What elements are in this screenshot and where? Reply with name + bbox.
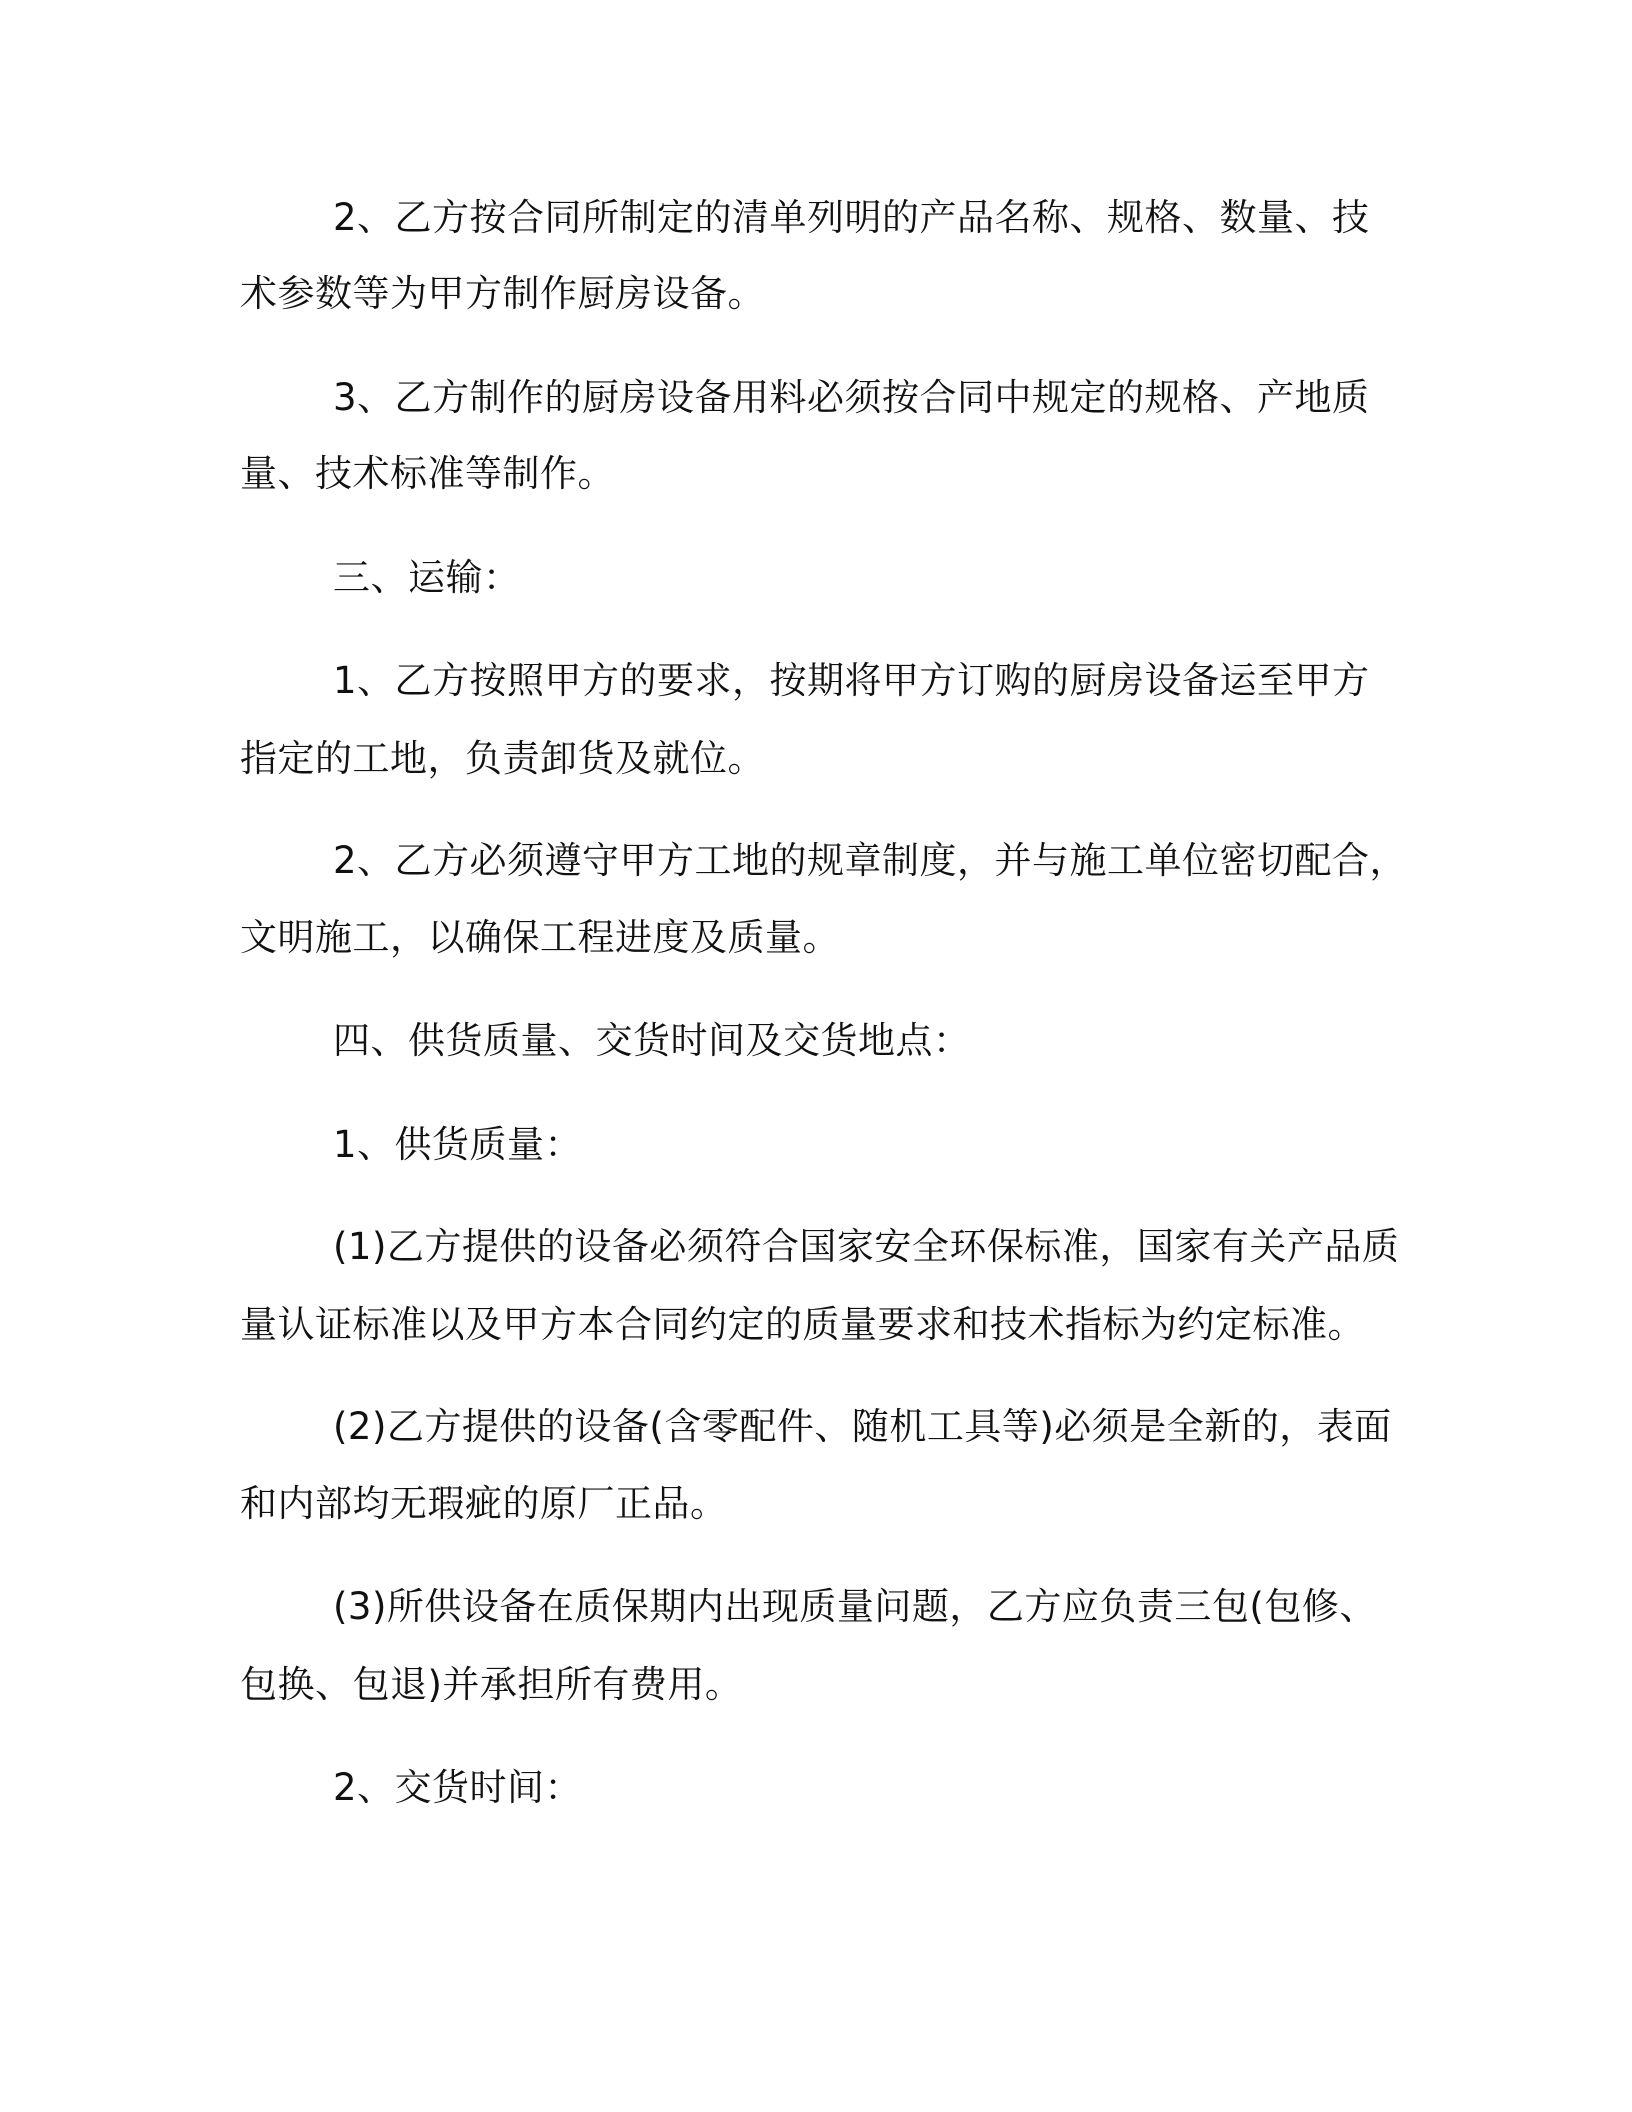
quality-item-3-line-1: (3)所供设备在质保期内出现质量问题，乙方应负责三包(包修、 [333,1585,1377,1628]
transport-clause-1-line-1: 1、乙方按照甲方的要求，按期将甲方订购的厨房设备运至甲方 [333,659,1370,702]
quality-item-3-line-2: 包换、包退)并承担所有费用。 [240,1663,743,1706]
delivery-time-heading: 2、交货时间： [333,1766,583,1809]
quality-item-1-line-1: (1)乙方提供的设备必须符合国家安全环保标准，国家有关产品质 [333,1225,1400,1268]
clause-2-line-2: 术参数等为甲方制作厨房设备。 [240,272,765,315]
section-3-heading: 三、运输： [333,556,521,599]
transport-clause-1-line-2: 指定的工地，负责卸货及就位。 [240,737,765,780]
quality-item-2-line-2: 和内部均无瑕疵的原厂正品。 [240,1482,728,1525]
clause-2-line-1: 2、乙方按合同所制定的清单列明的产品名称、规格、数量、技 [333,196,1370,239]
transport-clause-2-line-1: 2、乙方必须遵守甲方工地的规章制度，并与施工单位密切配合， [333,839,1408,882]
quality-item-2-line-1: (2)乙方提供的设备(含零配件、随机工具等)必须是全新的，表面 [333,1405,1392,1448]
supply-quality-heading: 1、供货质量： [333,1123,583,1166]
clause-3-line-1: 3、乙方制作的厨房设备用料必须按合同中规定的规格、产地质 [333,376,1370,419]
transport-clause-2-line-2: 文明施工，以确保工程进度及质量。 [240,916,840,959]
section-4-heading: 四、供货质量、交货时间及交货地点： [333,1019,971,1062]
quality-item-1-line-2: 量认证标准以及甲方本合同约定的质量要求和技术指标为约定标准。 [240,1303,1365,1346]
clause-3-line-2: 量、技术标准等制作。 [240,452,615,495]
